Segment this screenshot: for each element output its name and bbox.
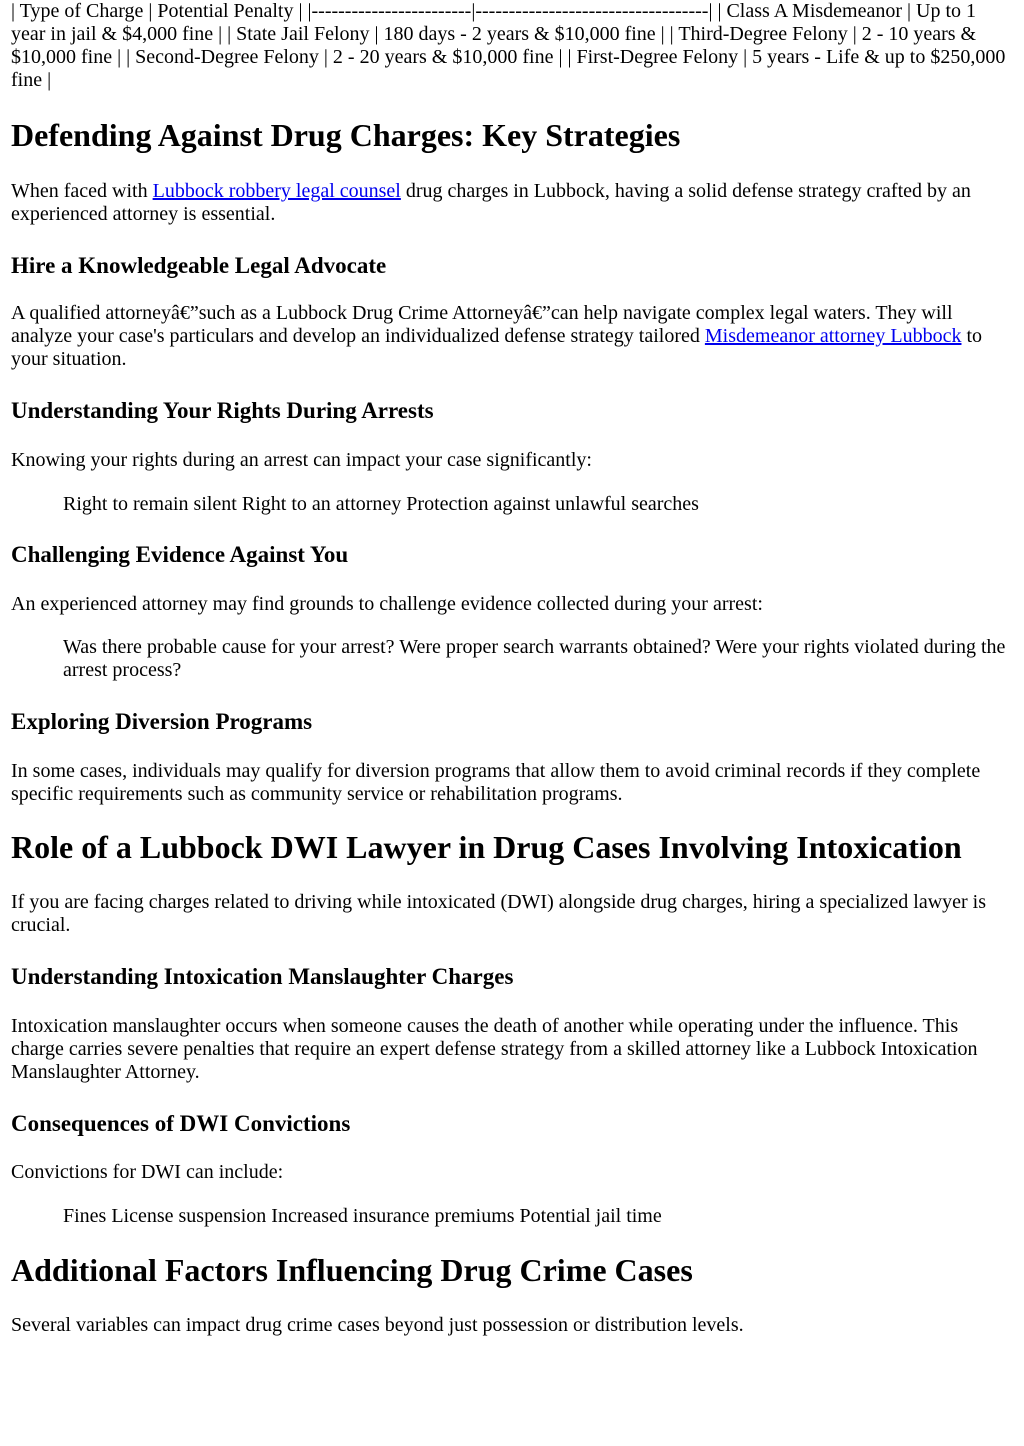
paragraph-evidence: An experienced attorney may find grounds to challenge evidence collected during your arrest: [11, 593, 763, 615]
heading-intoxication-manslaughter: Understanding Intoxication Manslaughter Charges [11, 964, 514, 989]
list-dwi-consequences: Fines License suspension Increased insurance premiums Potential jail time [63, 1205, 662, 1227]
paragraph-dwi-consequences: Convictions for DWI can include: [11, 1161, 284, 1183]
hire-text-end: to your situation. [11, 325, 983, 370]
heading-dwi-lawyer-role: Role of a Lubbock DWI Lawyer in Drug Cases Involving Intoxication [11, 829, 962, 865]
paragraph-additional-factors: Several variables can impact drug crime cases beyond just possession or distribution levels. [11, 1314, 744, 1336]
heading-additional-factors: Additional Factors Influencing Drug Crime Cases [11, 1252, 693, 1288]
intro-text-end: drug charges in Lubbock, having a solid defense strategy crafted by an experienced attorney is essential. [11, 180, 971, 225]
paragraph-intoxication-manslaughter: Intoxication manslaughter occurs when someone causes the death of another while operating under the influence. This charge carries severe penalties that require an expert defense strategy from a skilled attorney like a Lubbock Intoxication Manslaughter Attorney. [11, 1015, 978, 1083]
paragraph-rights: Knowing your rights during an arrest can impact your case significantly: [11, 449, 592, 471]
heading-defending-strategies: Defending Against Drug Charges: Key Strategies [11, 117, 681, 153]
paragraph-hire-advocate [11, 302, 1013, 371]
paragraph-dwi-lawyer: If you are facing charges related to driving while intoxicated (DWI) alongside drug charges, hiring a specialized lawyer is crucial. [11, 891, 987, 936]
hire-text-start: A qualified attorneyâ€”such as a Lubbock Drug Crime Attorneyâ€”can help navigate complex legal waters. They will analyze your case's particulars and develop an individualized defense strategy tailored [11, 302, 953, 347]
link-misdemeanor-attorney[interactable]: Misdemeanor attorney Lubbock [704, 325, 962, 347]
list-evidence-questions: Was there probable cause for your arrest? Were proper search warrants obtained? Were your rights violated during the arrest process? [63, 636, 1006, 681]
list-rights: Right to remain silent Right to an attorney Protection against unlawful searches [63, 493, 699, 515]
paragraph-diversion: In some cases, individuals may qualify for diversion programs that allow them to avoid criminal records if they complete specific requirements such as community service or rehabilitation programs. [11, 760, 981, 805]
heading-challenging-evidence: Challenging Evidence Against You [11, 542, 349, 567]
heading-dwi-consequences: Consequences of DWI Convictions [11, 1111, 351, 1136]
intro-text-start: When faced with [11, 180, 153, 202]
heading-diversion-programs: Exploring Diversion Programs [11, 709, 313, 734]
heading-understanding-rights: Understanding Your Rights During Arrests [11, 398, 434, 423]
link-robbery-legal-counsel[interactable]: Lubbock robbery legal counsel [152, 180, 401, 202]
penalty-table-text: | Type of Charge | Potential Penalty | |------------------------|-----------------------------------| | Class A Misdemeanor | Up to 1 year in jail & $4,000 fine | | State Jail Felony | 180 days - 2 years & $10,000 fine | | Third-Degree Felony | 2 - 10 years & $10,000 fine | | Second-Degree Felony | 2 - 20 years & $10,000 fine | | First-Degree Felony | 5 years - Life & up to $250,000 fine | [11, 0, 1006, 91]
heading-hire-advocate: Hire a Knowledgeable Legal Advocate [11, 253, 387, 278]
paragraph-defending-intro [11, 180, 1013, 226]
